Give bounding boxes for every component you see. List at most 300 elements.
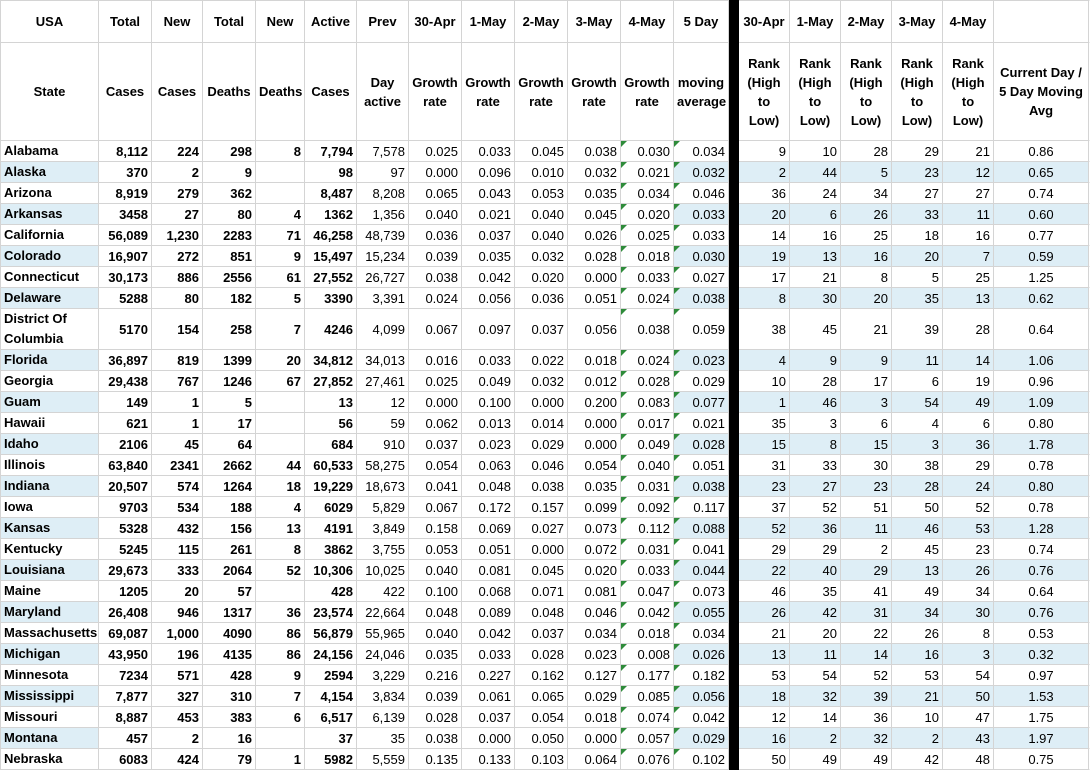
cell-r3: 36 <box>841 707 892 728</box>
cell-g5: 0.031 <box>621 476 674 497</box>
cell-g2: 0.021 <box>462 204 515 225</box>
cell-r2: 45 <box>790 309 841 350</box>
cell-state: Minnesota <box>1 665 99 686</box>
cell-g5: 0.040 <box>621 455 674 476</box>
cell-r3: 15 <box>841 434 892 455</box>
cell-g4: 0.023 <box>568 644 621 665</box>
cell-prev: 3,229 <box>357 665 409 686</box>
cell-cur: 0.86 <box>994 141 1089 162</box>
cell-cur: 0.59 <box>994 246 1089 267</box>
column-separator <box>729 162 739 183</box>
cell-r5: 24 <box>943 476 994 497</box>
cell-active: 6029 <box>305 497 357 518</box>
cell-new_cases: 45 <box>152 434 203 455</box>
cell-total_deaths: 5 <box>203 392 256 413</box>
cell-new_cases: 424 <box>152 749 203 770</box>
cell-g2: 0.056 <box>462 288 515 309</box>
cell-g3: 0.032 <box>515 371 568 392</box>
header-cell: 5 Day <box>674 1 729 43</box>
cell-g1: 0.028 <box>409 707 462 728</box>
cell-r4: 16 <box>892 644 943 665</box>
column-separator <box>729 183 739 204</box>
cell-new_deaths: 5 <box>256 288 305 309</box>
cell-active: 37 <box>305 728 357 749</box>
cell-r5: 30 <box>943 602 994 623</box>
header-cell: moving average <box>674 43 729 141</box>
column-separator <box>729 518 739 539</box>
cell-g5: 0.092 <box>621 497 674 518</box>
cell-ma: 0.021 <box>674 413 729 434</box>
cell-ma: 0.033 <box>674 204 729 225</box>
cell-ma: 0.051 <box>674 455 729 476</box>
cell-g5: 0.033 <box>621 560 674 581</box>
cell-g5: 0.018 <box>621 246 674 267</box>
cell-r5: 23 <box>943 539 994 560</box>
cell-prev: 3,849 <box>357 518 409 539</box>
cell-r4: 34 <box>892 602 943 623</box>
cell-prev: 10,025 <box>357 560 409 581</box>
cell-total_cases: 2106 <box>99 434 152 455</box>
cell-g4: 0.000 <box>568 413 621 434</box>
cell-g4: 0.012 <box>568 371 621 392</box>
cell-g5: 0.038 <box>621 309 674 350</box>
cell-r4: 49 <box>892 581 943 602</box>
cell-r2: 20 <box>790 623 841 644</box>
cell-cur: 0.53 <box>994 623 1089 644</box>
cell-new_deaths: 7 <box>256 309 305 350</box>
cell-active: 60,533 <box>305 455 357 476</box>
cell-active: 3390 <box>305 288 357 309</box>
cell-ma: 0.033 <box>674 225 729 246</box>
cell-state: Alabama <box>1 141 99 162</box>
cell-prev: 26,727 <box>357 267 409 288</box>
cell-r2: 21 <box>790 267 841 288</box>
cell-active: 24,156 <box>305 644 357 665</box>
cell-g2: 0.100 <box>462 392 515 413</box>
cell-new_cases: 80 <box>152 288 203 309</box>
cell-total_deaths: 1317 <box>203 602 256 623</box>
cell-g1: 0.065 <box>409 183 462 204</box>
table-row <box>1 497 1090 518</box>
cell-total_deaths: 1264 <box>203 476 256 497</box>
cell-new_deaths: 71 <box>256 225 305 246</box>
cell-r5: 36 <box>943 434 994 455</box>
header-cell: 4-May <box>621 1 674 43</box>
cell-g2: 0.048 <box>462 476 515 497</box>
cell-state: Maine <box>1 581 99 602</box>
cell-g3: 0.162 <box>515 665 568 686</box>
cell-g2: 0.033 <box>462 350 515 371</box>
header-cell: New <box>152 1 203 43</box>
cell-new_cases: 886 <box>152 267 203 288</box>
cell-r3: 26 <box>841 204 892 225</box>
cell-g1: 0.041 <box>409 476 462 497</box>
cell-r3: 49 <box>841 749 892 770</box>
table-row <box>1 476 1090 497</box>
cell-g1: 0.036 <box>409 225 462 246</box>
cell-state: Guam <box>1 392 99 413</box>
cell-g4: 0.028 <box>568 246 621 267</box>
cell-r1: 23 <box>739 476 790 497</box>
column-separator <box>729 1 739 43</box>
cell-ma: 0.182 <box>674 665 729 686</box>
column-separator <box>729 43 739 141</box>
table-row <box>1 728 1090 749</box>
cell-r2: 3 <box>790 413 841 434</box>
cell-state: Massachusetts <box>1 623 99 644</box>
cell-active: 19,229 <box>305 476 357 497</box>
table-row <box>1 392 1090 413</box>
cell-ma: 0.042 <box>674 707 729 728</box>
cell-cur: 0.74 <box>994 183 1089 204</box>
cell-r5: 26 <box>943 560 994 581</box>
cell-r1: 12 <box>739 707 790 728</box>
cell-new_deaths: 61 <box>256 267 305 288</box>
cell-new_deaths: 7 <box>256 686 305 707</box>
cell-total_cases: 8,887 <box>99 707 152 728</box>
cell-active: 8,487 <box>305 183 357 204</box>
cell-ma: 0.034 <box>674 141 729 162</box>
cell-r2: 46 <box>790 392 841 413</box>
cell-g2: 0.042 <box>462 623 515 644</box>
cell-new_cases: 2 <box>152 162 203 183</box>
column-separator <box>729 350 739 371</box>
cell-ma: 0.026 <box>674 644 729 665</box>
cell-r5: 12 <box>943 162 994 183</box>
cell-new_cases: 272 <box>152 246 203 267</box>
cell-g4: 0.099 <box>568 497 621 518</box>
cell-r4: 46 <box>892 518 943 539</box>
cell-r4: 20 <box>892 246 943 267</box>
cell-new_deaths <box>256 162 305 183</box>
cell-total_cases: 16,907 <box>99 246 152 267</box>
cell-r5: 7 <box>943 246 994 267</box>
header-cell: 2-May <box>515 1 568 43</box>
cell-cur: 0.76 <box>994 560 1089 581</box>
table-row <box>1 225 1090 246</box>
cell-new_cases: 946 <box>152 602 203 623</box>
cell-r4: 53 <box>892 665 943 686</box>
cell-prev: 3,755 <box>357 539 409 560</box>
header-cell: Growth rate <box>462 43 515 141</box>
cell-r3: 20 <box>841 288 892 309</box>
cell-g5: 0.034 <box>621 183 674 204</box>
cell-prev: 22,664 <box>357 602 409 623</box>
cell-r3: 30 <box>841 455 892 476</box>
table-row <box>1 707 1090 728</box>
cell-state: Mississippi <box>1 686 99 707</box>
cell-g1: 0.216 <box>409 665 462 686</box>
cell-r5: 25 <box>943 267 994 288</box>
cell-r2: 27 <box>790 476 841 497</box>
header-cell: Rank (High to Low) <box>790 43 841 141</box>
cell-g3: 0.065 <box>515 686 568 707</box>
cell-active: 5982 <box>305 749 357 770</box>
cell-total_cases: 9703 <box>99 497 152 518</box>
cell-r2: 32 <box>790 686 841 707</box>
header-cell: Total <box>203 1 256 43</box>
table-row <box>1 309 1090 350</box>
cell-g3: 0.053 <box>515 183 568 204</box>
cell-r1: 26 <box>739 602 790 623</box>
cell-r5: 11 <box>943 204 994 225</box>
header-cell: 1-May <box>790 1 841 43</box>
cell-g2: 0.037 <box>462 707 515 728</box>
cell-r1: 14 <box>739 225 790 246</box>
cell-prev: 35 <box>357 728 409 749</box>
header-cell: Rank (High to Low) <box>892 43 943 141</box>
cell-g5: 0.024 <box>621 288 674 309</box>
cell-prev: 6,139 <box>357 707 409 728</box>
column-separator <box>729 309 739 350</box>
cell-g3: 0.048 <box>515 602 568 623</box>
cell-total_cases: 20,507 <box>99 476 152 497</box>
cell-prev: 18,673 <box>357 476 409 497</box>
cell-g1: 0.038 <box>409 728 462 749</box>
cell-g2: 0.049 <box>462 371 515 392</box>
cell-prev: 15,234 <box>357 246 409 267</box>
cell-g5: 0.076 <box>621 749 674 770</box>
column-separator <box>729 728 739 749</box>
cell-ma: 0.023 <box>674 350 729 371</box>
cell-g1: 0.039 <box>409 686 462 707</box>
cell-r1: 46 <box>739 581 790 602</box>
column-separator <box>729 455 739 476</box>
cell-state: Montana <box>1 728 99 749</box>
cell-r3: 51 <box>841 497 892 518</box>
cell-r2: 29 <box>790 539 841 560</box>
cell-active: 4246 <box>305 309 357 350</box>
cell-active: 46,258 <box>305 225 357 246</box>
cell-cur: 1.09 <box>994 392 1089 413</box>
cell-g3: 0.020 <box>515 267 568 288</box>
cell-ma: 0.027 <box>674 267 729 288</box>
column-separator <box>729 288 739 309</box>
cell-g2: 0.043 <box>462 183 515 204</box>
header-row-bottom <box>1 43 1090 141</box>
column-separator <box>729 602 739 623</box>
cell-g3: 0.029 <box>515 434 568 455</box>
cell-cur: 0.32 <box>994 644 1089 665</box>
cell-g1: 0.067 <box>409 309 462 350</box>
cell-g3: 0.014 <box>515 413 568 434</box>
cell-state: Georgia <box>1 371 99 392</box>
table-row <box>1 602 1090 623</box>
header-cell: 3-May <box>892 1 943 43</box>
cell-r2: 10 <box>790 141 841 162</box>
table-row <box>1 644 1090 665</box>
cell-r2: 2 <box>790 728 841 749</box>
cell-ma: 0.055 <box>674 602 729 623</box>
cell-g3: 0.050 <box>515 728 568 749</box>
header-cell: 30-Apr <box>739 1 790 43</box>
cell-r2: 8 <box>790 434 841 455</box>
table-row <box>1 371 1090 392</box>
cell-ma: 0.077 <box>674 392 729 413</box>
cell-r4: 54 <box>892 392 943 413</box>
cell-g2: 0.172 <box>462 497 515 518</box>
cell-r5: 50 <box>943 686 994 707</box>
cell-prev: 4,099 <box>357 309 409 350</box>
header-cell: Day active <box>357 43 409 141</box>
cell-g2: 0.061 <box>462 686 515 707</box>
cell-new_cases: 819 <box>152 350 203 371</box>
cell-new_deaths <box>256 413 305 434</box>
cell-r5: 53 <box>943 518 994 539</box>
table-row <box>1 183 1090 204</box>
cell-g3: 0.045 <box>515 560 568 581</box>
cell-total_cases: 29,438 <box>99 371 152 392</box>
cell-r4: 11 <box>892 350 943 371</box>
cell-r3: 52 <box>841 665 892 686</box>
cell-cur: 0.80 <box>994 413 1089 434</box>
cell-total_cases: 30,173 <box>99 267 152 288</box>
cell-state: Idaho <box>1 434 99 455</box>
header-row-top <box>1 1 1090 43</box>
cell-r2: 24 <box>790 183 841 204</box>
cell-r1: 8 <box>739 288 790 309</box>
cell-total_deaths: 4090 <box>203 623 256 644</box>
cell-r4: 18 <box>892 225 943 246</box>
cell-total_deaths: 261 <box>203 539 256 560</box>
cell-ma: 0.117 <box>674 497 729 518</box>
cell-ma: 0.028 <box>674 434 729 455</box>
cell-new_deaths: 6 <box>256 707 305 728</box>
cell-total_cases: 56,089 <box>99 225 152 246</box>
cell-g3: 0.038 <box>515 476 568 497</box>
header-cell: Deaths <box>203 43 256 141</box>
cell-g2: 0.042 <box>462 267 515 288</box>
cell-g3: 0.040 <box>515 204 568 225</box>
cell-r1: 20 <box>739 204 790 225</box>
cell-active: 10,306 <box>305 560 357 581</box>
cell-g1: 0.016 <box>409 350 462 371</box>
cell-cur: 0.64 <box>994 581 1089 602</box>
cell-r3: 3 <box>841 392 892 413</box>
header-cell: State <box>1 43 99 141</box>
cell-r5: 27 <box>943 183 994 204</box>
column-separator <box>729 204 739 225</box>
cell-new_deaths: 86 <box>256 623 305 644</box>
header-cell: Cases <box>305 43 357 141</box>
cell-new_cases: 327 <box>152 686 203 707</box>
cell-g4: 0.032 <box>568 162 621 183</box>
cell-r2: 30 <box>790 288 841 309</box>
cell-g1: 0.062 <box>409 413 462 434</box>
table-row <box>1 581 1090 602</box>
cell-total_cases: 29,673 <box>99 560 152 581</box>
cell-r4: 38 <box>892 455 943 476</box>
cell-g2: 0.033 <box>462 141 515 162</box>
cell-r4: 42 <box>892 749 943 770</box>
cell-total_deaths: 1399 <box>203 350 256 371</box>
cell-active: 4,154 <box>305 686 357 707</box>
cell-prev: 7,578 <box>357 141 409 162</box>
header-cell: Cases <box>99 43 152 141</box>
cell-r5: 28 <box>943 309 994 350</box>
cell-ma: 0.038 <box>674 288 729 309</box>
column-separator <box>729 246 739 267</box>
cell-r1: 38 <box>739 309 790 350</box>
cell-g2: 0.063 <box>462 455 515 476</box>
cell-new_cases: 1 <box>152 413 203 434</box>
cell-total_deaths: 428 <box>203 665 256 686</box>
cell-ma: 0.059 <box>674 309 729 350</box>
cell-r4: 2 <box>892 728 943 749</box>
cell-r3: 5 <box>841 162 892 183</box>
cell-g3: 0.054 <box>515 707 568 728</box>
cell-prev: 5,559 <box>357 749 409 770</box>
cell-r3: 25 <box>841 225 892 246</box>
cell-new_deaths: 52 <box>256 560 305 581</box>
cell-active: 1362 <box>305 204 357 225</box>
cell-total_deaths: 298 <box>203 141 256 162</box>
column-separator <box>729 581 739 602</box>
cell-r1: 35 <box>739 413 790 434</box>
cell-g1: 0.025 <box>409 141 462 162</box>
cell-r2: 36 <box>790 518 841 539</box>
cell-state: Florida <box>1 350 99 371</box>
cell-cur: 0.77 <box>994 225 1089 246</box>
cell-new_cases: 27 <box>152 204 203 225</box>
cell-active: 3862 <box>305 539 357 560</box>
cell-r5: 16 <box>943 225 994 246</box>
cell-ma: 0.029 <box>674 728 729 749</box>
cell-prev: 5,829 <box>357 497 409 518</box>
cell-r1: 1 <box>739 392 790 413</box>
cell-new_deaths <box>256 183 305 204</box>
cell-total_deaths: 1246 <box>203 371 256 392</box>
cell-new_deaths: 4 <box>256 204 305 225</box>
cell-ma: 0.038 <box>674 476 729 497</box>
cell-r5: 48 <box>943 749 994 770</box>
cell-g4: 0.046 <box>568 602 621 623</box>
cell-g3: 0.040 <box>515 225 568 246</box>
cell-r4: 13 <box>892 560 943 581</box>
cell-r4: 45 <box>892 539 943 560</box>
cell-active: 34,812 <box>305 350 357 371</box>
cell-state: California <box>1 225 99 246</box>
cell-g2: 0.069 <box>462 518 515 539</box>
cell-r3: 22 <box>841 623 892 644</box>
cell-g3: 0.037 <box>515 623 568 644</box>
cell-ma: 0.102 <box>674 749 729 770</box>
cell-g5: 0.057 <box>621 728 674 749</box>
cell-active: 428 <box>305 581 357 602</box>
table-row <box>1 246 1090 267</box>
cell-state: Colorado <box>1 246 99 267</box>
cell-r3: 21 <box>841 309 892 350</box>
cell-r4: 21 <box>892 686 943 707</box>
cell-r2: 16 <box>790 225 841 246</box>
header-cell: Current Day / 5 Day Moving Avg <box>994 43 1089 141</box>
cell-new_cases: 224 <box>152 141 203 162</box>
column-separator <box>729 371 739 392</box>
cell-g1: 0.037 <box>409 434 462 455</box>
column-separator <box>729 560 739 581</box>
cell-g3: 0.071 <box>515 581 568 602</box>
cell-cur: 0.65 <box>994 162 1089 183</box>
cell-g4: 0.038 <box>568 141 621 162</box>
cell-g5: 0.112 <box>621 518 674 539</box>
cell-g5: 0.021 <box>621 162 674 183</box>
cell-r4: 23 <box>892 162 943 183</box>
cell-state: Connecticut <box>1 267 99 288</box>
cell-total_deaths: 310 <box>203 686 256 707</box>
cell-state: Maryland <box>1 602 99 623</box>
cell-g1: 0.040 <box>409 560 462 581</box>
column-separator <box>729 686 739 707</box>
